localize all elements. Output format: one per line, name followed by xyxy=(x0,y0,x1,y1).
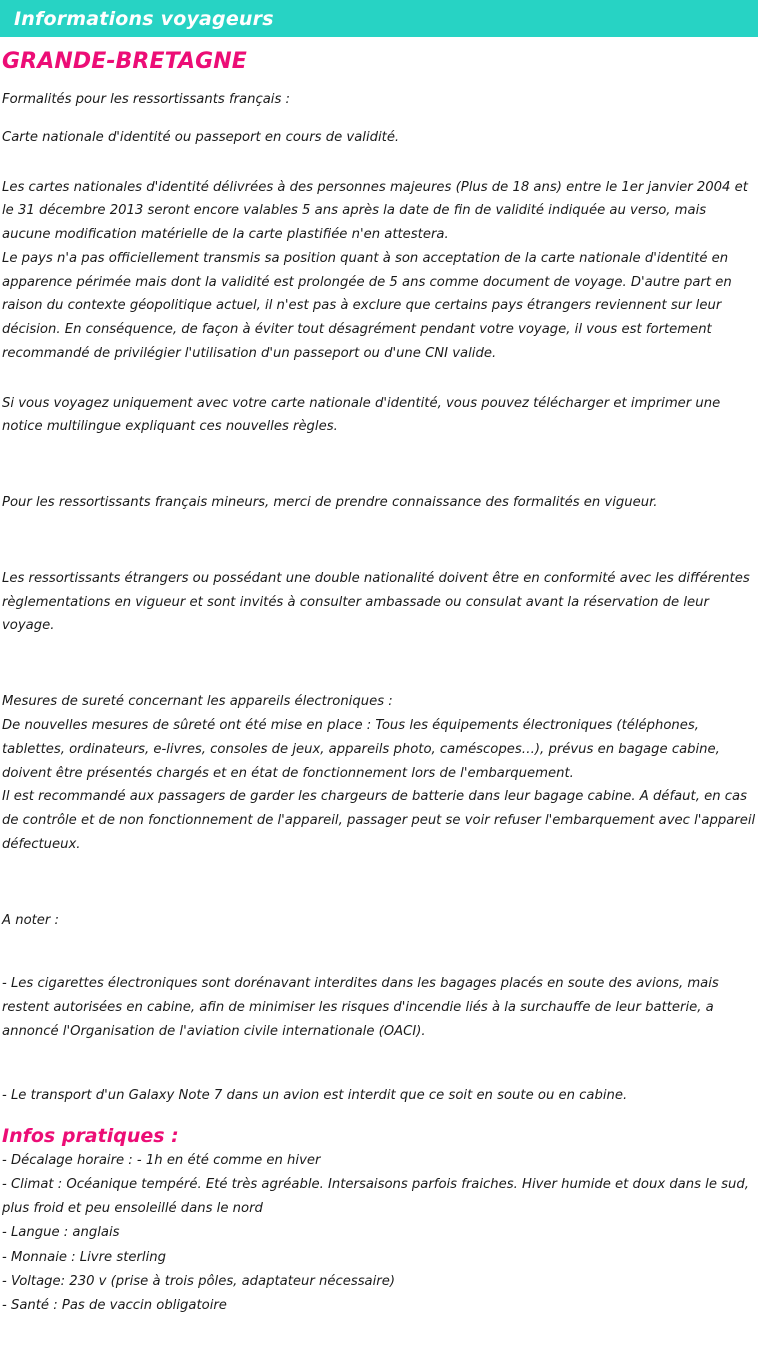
practical-item-time-difference: - Décalage horaire : - 1h en été comme en hiver xyxy=(2,1153,321,1169)
practical-item-climate: - Climat : Océanique tempéré. Eté très agréable. Intersaisons parfois fraiches. Hiver humide et doux dans le sud, plus froid et peu ensoleillé dans le nord xyxy=(2,1177,749,1217)
practical-info-list xyxy=(2,1149,756,1317)
security-measures-devices: De nouvelles mesures de sûreté ont été mise en place : Tous les équipements électroniques (téléphones, tablettes, ordinateurs, e-livres, consoles de jeux, appareils photo, caméscopes…), prévus en bagage cabine, doivent être présentés chargés et en état de fonctionnement lors de l'embarquement. xyxy=(2,718,720,781)
security-measures-title: Mesures de sureté concernant les appareils électroniques : xyxy=(2,694,393,710)
practical-item-voltage: - Voltage: 230 v (prise à trois pôles, adaptateur nécessaire) xyxy=(2,1273,395,1289)
document-content xyxy=(0,49,758,1332)
practical-item-language: - Langue : anglais xyxy=(2,1225,120,1241)
practical-item-currency: - Monnaie : Livre sterling xyxy=(2,1249,166,1265)
note-ecigarettes: - Les cigarettes électroniques sont dorénavant interdites dans les bagages placés en soute des avions, mais restent autorisées en cabine, afin de minimiser les risques d'incendie liés à la surchauffe de leur batterie, a annoncé l'Organisation de l'aviation civile internationale (OACI). xyxy=(2,976,719,1039)
minors-notice: Pour les ressortissants français mineurs, merci de prendre connaissance des formalités en vigueur. xyxy=(2,495,658,511)
multilingual-notice: Si vous voyagez uniquement avec votre carte nationale d'identité, vous pouvez télécharger et imprimer une notice multilingue expliquant ces nouvelles règles. xyxy=(2,395,721,435)
security-measures-chargers: Il est recommandé aux passagers de garder les chargeurs de batterie dans leur bagage cabine. A défaut, en cas de contrôle et de non fonctionnement de l'appareil, passager peut se voir refuser l'embarquement avec l'appareil défectueux. xyxy=(2,789,756,852)
practical-info-title: Infos pratiques : xyxy=(2,1125,179,1148)
practical-item-health: - Santé : Pas de vaccin obligatoire xyxy=(2,1297,227,1313)
page-header-title: Informations voyageurs xyxy=(14,7,274,30)
note-galaxy-note: - Le transport d'un Galaxy Note 7 dans un avion est interdit que ce soit en soute ou en cabine. xyxy=(2,1087,628,1103)
id-documents: Carte nationale d'identité ou passeport en cours de validité. xyxy=(2,129,400,145)
formalities-intro: Formalités pour les ressortissants français : xyxy=(2,92,290,107)
country-title: GRANDE-BRETAGNE xyxy=(2,49,247,74)
note-title: A noter : xyxy=(2,912,59,928)
country-position: Le pays n'a pas officiellement transmis sa position quant à son acceptation de la carte nationale d'identité en apparence périmée mais dont la validité est prolongée de 5 ans comme document de voyage. D'autre part en raison du contexte géopolitique actuel, il n'est pas à exclure que certains pays étrangers reviennent sur leur décision. En conséquence, de façon à éviter tout désagrément pendant votre voyage, il vous est fortement recommandé de privilégier l'utilisation d'un passeport ou d'une CNI valide. xyxy=(2,250,732,361)
page-header xyxy=(0,0,758,37)
foreigners-notice: Les ressortissants étrangers ou possédant une double nationalité doivent être en conformité avec les différentes règlementations en vigueur et sont invités à consulter ambassade ou consulat avant la réservation de leur voyage. xyxy=(2,570,750,634)
id-cards-validity: Les cartes nationales d'identité délivrées à des personnes majeures (Plus de 18 ans) entre le 1er janvier 2004 et le 31 décembre 2013 seront encore valables 5 ans après la date de fin de validité indiquée au verso, mais aucune modification matérielle de la carte plastifiée n'en attestera. xyxy=(2,179,748,243)
